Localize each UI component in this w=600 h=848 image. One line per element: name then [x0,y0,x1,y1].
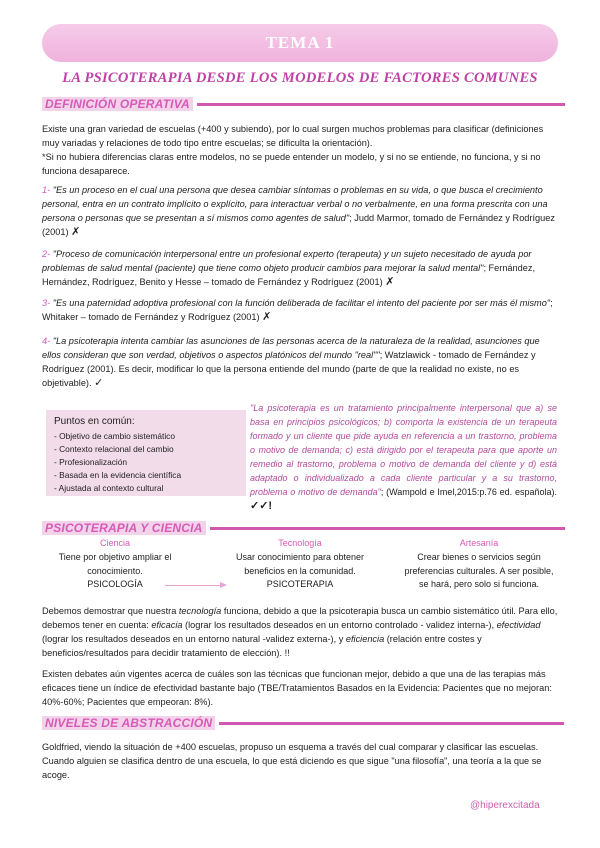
section-heading-label: DEFINICIÓN OPERATIVA [42,97,193,111]
list-item: - Objetivo de cambio sistemático [54,431,176,441]
column-description: Usar conocimiento para obtener beneficios en la comunidad. [235,552,365,576]
section-divider [210,527,565,530]
ciencia-paragraph [42,604,560,660]
intro-text: Existe una gran variedad de escuelas (+400 y subiendo), por lo cual surgen muchos problemas para clasificar (definiciones muy variadas y relaciones de todo tipo entre escuelas; se dificulta la orientación). [42,124,544,148]
featured-quote-source: ; (Wampold e Imel,2015:p.76 ed. española). [380,487,557,497]
list-item: - Ajustada al contexto cultural [54,483,164,493]
common-points-list [54,430,181,495]
section-divider [197,103,565,106]
definition-source: ; Watzlawick - tomado de Fernández y Rodríguez (2001). Es decir, modificar lo que la persona entiende del mundo (parte de que la realidad no existe, no es objetivable). [42,350,536,388]
column-text-artesania [404,551,554,592]
page-subtitle: LA PSICOTERAPIA DESDE LOS MODELOS DE FACTORES COMUNES [62,70,538,86]
definition-source: ; Fernández, Hernández, Rodríguez, Benito y Hesse – tomado de Fernández y Rodríguez (2001) [42,263,536,287]
check-icon: ✓ [94,377,104,389]
column-title-tecnologia: Tecnología [278,538,322,548]
section-heading-niveles [42,714,564,732]
text-run: Debemos demostrar que nuestra [42,606,179,616]
title-banner [42,24,558,62]
featured-quote [250,401,557,513]
definition-quote: "Es un proceso en el cual una persona que desea cambiar síntomas o problemas en su vida, o que busca el crecimiento personal, entra en un contrato implícito o explícito, para interactuar verbal o no verbalmente, en una forma prescrita con una persona o personas que se presentan a sí mismos como agentes de salud" [42,185,548,223]
column-label: PSICOTERAPIA [266,579,334,589]
cross-icon: ✗ [385,276,395,288]
definition-number: 3- [42,298,51,308]
featured-quote-text: "La psicoterapia es un tratamiento principalmente interpersonal que a) se basa en principios psicológicos; b) comporta la existencia de un terapeuta formado y un cliente que pide ayuda en referencia a un trastorno, problema o motivo de demanda; c) está dirigido por el terapeuta para que aporte un remedio al trastorno, problema o motivo de demanda del cliente y d) está adaptado o individualizado a cada cliente particular y a su trastorno, problema o motivo de demanda" [250,403,557,497]
section-heading-definicion [42,95,565,113]
list-item: - Contexto relacional del cambio [54,444,174,454]
column-description: Crear bienes o servicios según preferencias culturales. A ser posible, se hará, pero solo si funciona. [404,552,554,589]
niveles-paragraph: Goldfried, viendo la situación de +400 escuelas, propuso un esquema a través del cual comparar y clasificar las escuelas. Cuando alguien se clasifica dentro de una escuela, lo que está diciendo es que sigue "una filosofía", una teoría a la que se acoge. [42,742,542,780]
definition-quote: "Proceso de comunicación interpersonal entre un profesional experto (terapeuta) y un sujeto necesitado de ayuda por problemas de salud mental (paciente) que tiene como objeto producir cambios para mejorar la salud mental" [42,249,532,273]
column-text-tecnologia [222,551,378,592]
definition-quote: "Es una paternidad adoptiva profesional con la función deliberada de facilitar el intento del paciente por ser más él mismo" [52,298,551,308]
definition-source: ; Whitaker – tomado de Fernández y Rodríguez (2001) [42,298,553,322]
author-credit: @hiperexcitada [470,800,540,811]
intro-paragraph [42,122,560,178]
check-icon: ✓✓! [250,500,273,512]
debates-paragraph: Existen debates aún vigentes acerca de cuáles son las técnicas que funcionan mejor, debido a que una de las terapias más eficaces tiene un índice de efectividad bastante bajo (TBE/Tratamientos Basados en la Evidencia: Pacientes que no mejoran: 40%-60%; Pacientes que empeoran: 8%). [42,669,552,707]
definition-number: 4- [42,336,51,346]
definition-4 [42,334,560,390]
definition-quote: "La psicoterapia intenta cambiar las asunciones de las personas acerca de la naturaleza de la realidad, asunciones que ellos consideran que son verdad, objetivos o aspectos platónicos del mundo "real"" [42,336,540,360]
arrow-right-icon [165,585,223,586]
column-description: Tiene por objetivo ampliar el conocimiento. [58,552,172,576]
definition-2 [42,247,560,289]
text-run: (lograr los resultados deseados en un entorno controlado - validez interna-), [182,620,497,630]
section-heading-label: PSICOTERAPIA Y CIENCIA [42,521,206,535]
definition-number: 2- [42,249,51,259]
definition-1 [42,183,560,239]
emphasis-text: tecnología [178,606,222,616]
section-heading-label: NIVELES DE ABSTRACCIÓN [42,716,215,730]
page-title: TEMA 1 [265,33,335,52]
column-title-artesania: Artesanía [459,538,499,548]
section-divider [219,722,564,725]
definition-3 [42,296,560,324]
cross-icon: ✗ [262,311,272,323]
column-label: PSICOLOGÍA [87,579,143,589]
emphasis-text: eficiencia [345,634,385,644]
list-item: - Profesionalización [54,457,128,467]
text-run: (relación entre costes y beneficios/resultados para decidir tratamiento de elección). !! [42,634,482,658]
definition-number: 1- [42,185,51,195]
cross-icon: ✗ [71,226,81,238]
emphasis-text: eficacia [151,620,183,630]
section-heading-ciencia [42,519,565,537]
common-points-box [46,410,246,496]
arrow-head-icon [220,582,227,588]
emphasis-text: efectividad [496,620,541,630]
column-title-ciencia: Ciencia [99,538,130,548]
definition-source: ; Judd Marmor, tomado de Fernández y Rodríguez (2001) [42,213,555,237]
text-run: (lograr los resultados deseados en un entorno natural -validez externa-), y [42,634,346,644]
list-item: - Basada en la evidencia científica [54,470,182,480]
common-points-title: Puntos en común: [54,416,135,427]
text-run: funciona, debido a que la psicoterapia busca un cambio sistemático útil. Para ello, debemos tener en cuenta: [42,606,558,630]
intro-note: *Si no hubiera diferencias claras entre modelos, no se puede entender un modelo, y si no se entiende, no funciona, y si no funciona desaparece. [42,152,541,176]
